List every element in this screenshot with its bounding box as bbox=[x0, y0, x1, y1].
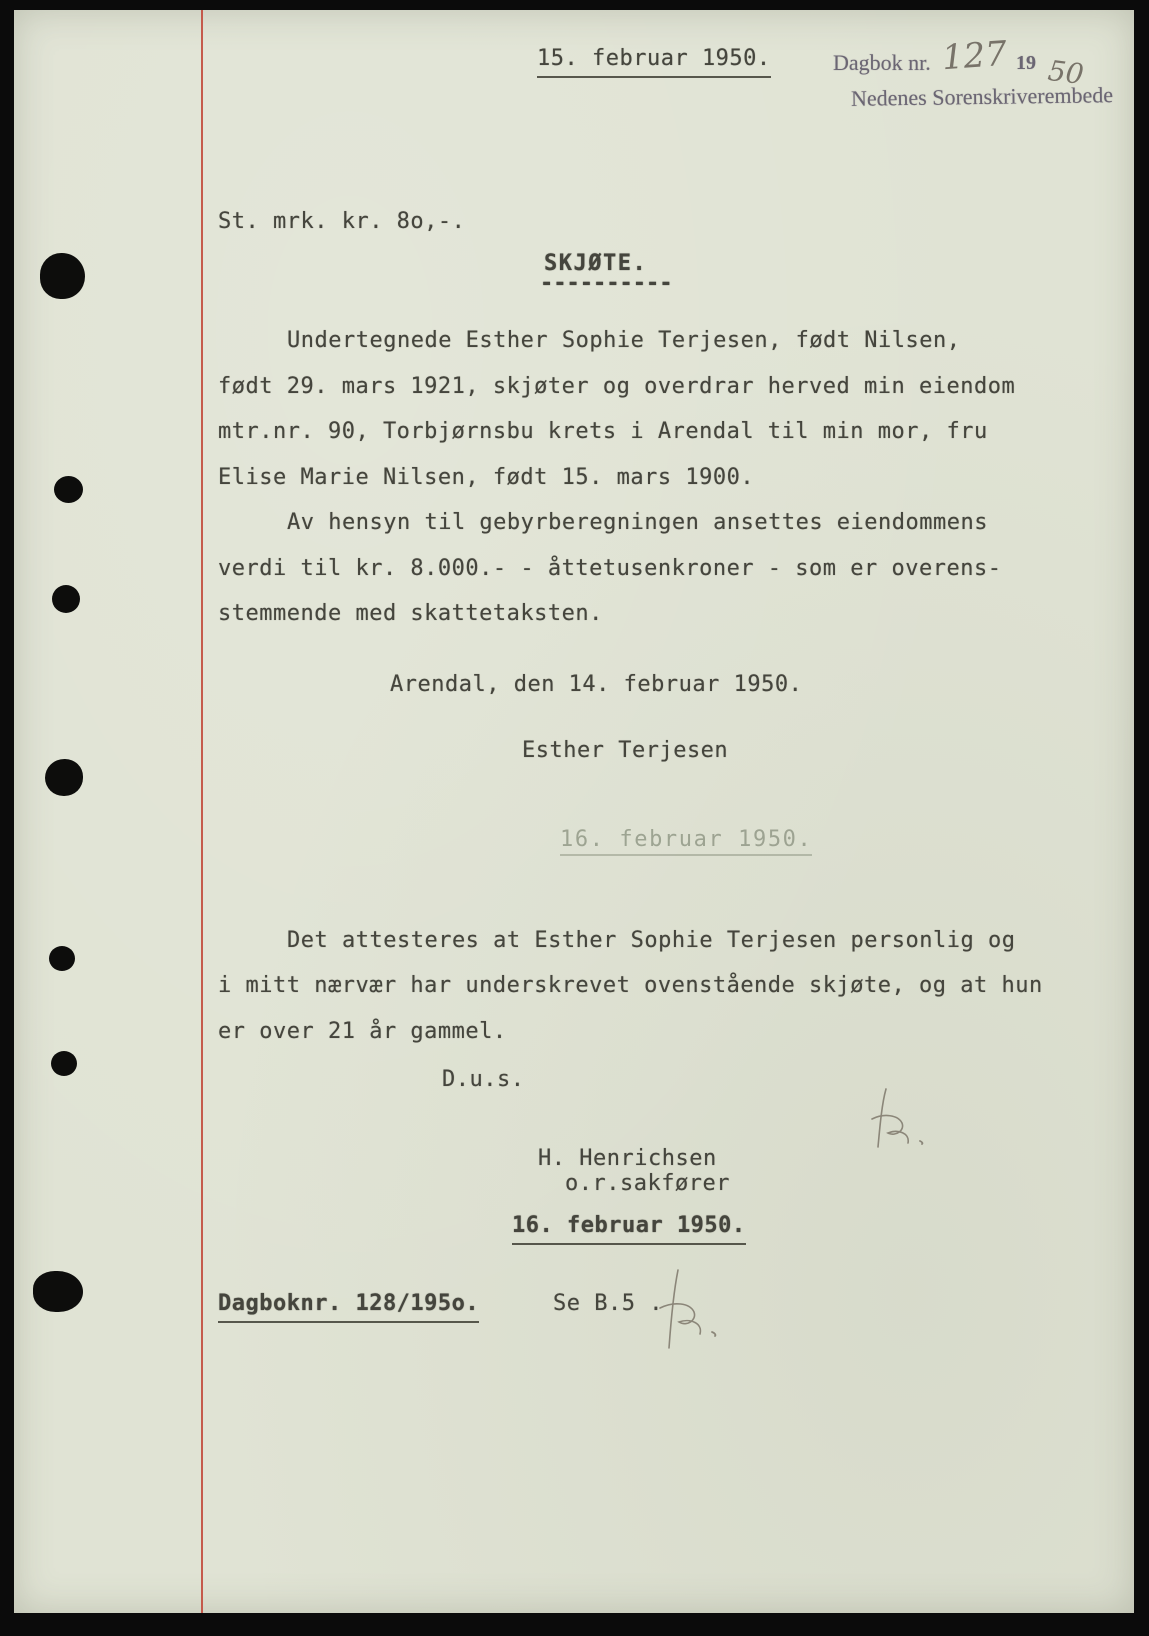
deed-body-line: Undertegnede Esther Sophie Terjesen, født Nilsen, bbox=[287, 328, 961, 353]
dus-abbreviation: D.u.s. bbox=[442, 1067, 525, 1092]
stamp-duty-line: St. mrk. kr. 8o,-. bbox=[218, 209, 466, 234]
deed-body-line: mtr.nr. 90, Torbjørnsbu krets i Arendal til min mor, fru bbox=[218, 419, 988, 444]
next-dagbok-reference: Dagboknr. 128/195o. bbox=[218, 1290, 479, 1323]
punch-hole bbox=[45, 759, 83, 796]
dagbok-stamp-label: Dagbok nr. bbox=[833, 50, 931, 75]
punch-hole bbox=[54, 476, 83, 503]
pencil-initials-mark bbox=[858, 1085, 938, 1155]
place-date-line: Arendal, den 14. februar 1950. bbox=[390, 672, 803, 697]
year-prefix-stamp: 19 bbox=[1016, 52, 1036, 74]
deed-body-line: verdi til kr. 8.000.- - åttetusenkroner - som er overens- bbox=[218, 556, 1002, 581]
faded-date-stamp: 16. februar 1950. bbox=[560, 826, 812, 856]
deed-body-line: født 29. mars 1921, skjøter og overdrar herved min eiendom bbox=[218, 374, 1016, 399]
deed-heading: SKJØTE. bbox=[544, 251, 648, 276]
deed-body-line: stemmende med skattetaksten. bbox=[218, 601, 603, 626]
notary-name: H. Henrichsen bbox=[538, 1146, 717, 1171]
deed-body-line: Elise Marie Nilsen, født 15. mars 1900. bbox=[218, 465, 755, 490]
punch-hole bbox=[40, 253, 85, 299]
deed-body-line: Av hensyn til gebyrberegningen ansettes eiendommens bbox=[287, 510, 989, 535]
attestation-line: er over 21 år gammel. bbox=[218, 1019, 507, 1044]
punch-hole bbox=[49, 946, 75, 971]
punch-hole bbox=[51, 1051, 77, 1076]
dagbok-number-handwritten: 127 bbox=[940, 33, 1009, 79]
see-reference: Se B.5 . bbox=[553, 1291, 663, 1316]
punch-hole bbox=[33, 1271, 83, 1312]
grantor-signature: Esther Terjesen bbox=[522, 738, 729, 763]
attestation-line: i mitt nærvær har underskrevet ovenstående skjøte, og at hun bbox=[218, 973, 1043, 998]
journal-date-heading: 15. februar 1950. bbox=[537, 45, 771, 78]
pencil-initials-mark bbox=[648, 1268, 728, 1353]
deed-heading-underline: ---------- bbox=[540, 271, 673, 296]
attestation-line: Det attesteres at Esther Sophie Terjesen personlig og bbox=[287, 928, 1016, 953]
year-handwritten: 50 bbox=[1046, 53, 1086, 92]
office-stamp: Nedenes Sorenskriverembede bbox=[850, 82, 1114, 111]
margin-rule-line bbox=[201, 10, 203, 1613]
attestation-date: 16. februar 1950. bbox=[512, 1212, 746, 1245]
notary-title: o.r.sakfører bbox=[565, 1171, 730, 1196]
punch-hole bbox=[52, 585, 80, 613]
